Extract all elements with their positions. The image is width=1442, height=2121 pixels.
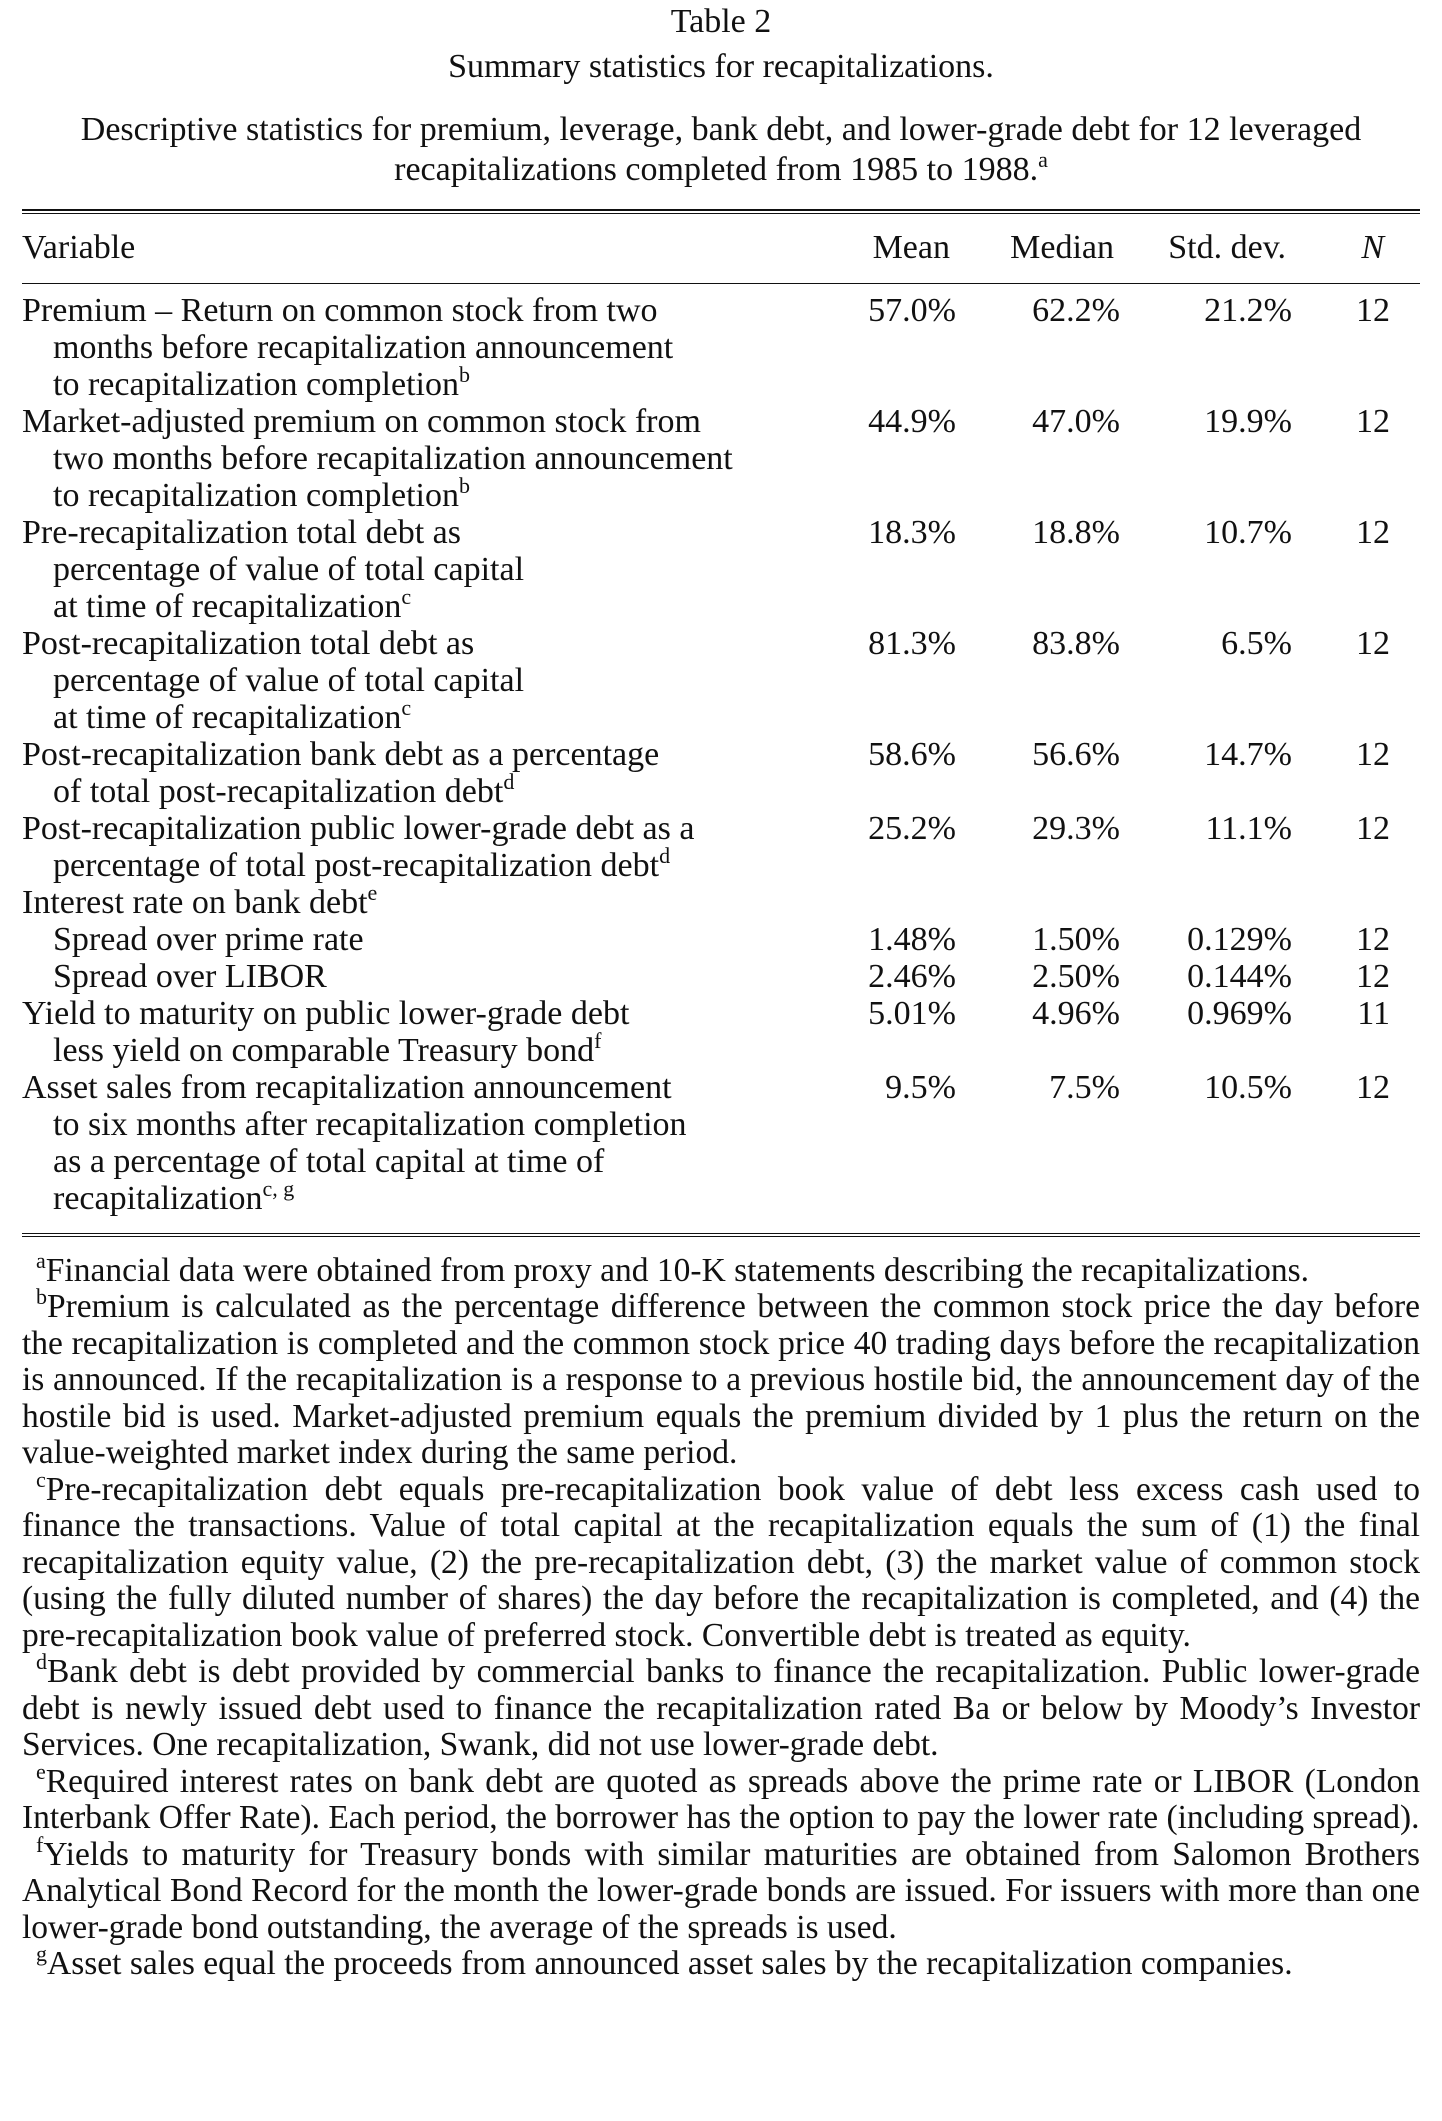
footnote: [22, 1466, 1420, 1655]
cell-mean: 1.48%: [868, 920, 956, 958]
variable-line: [22, 514, 812, 551]
cell-n: 12: [1356, 291, 1390, 329]
variable-line: [22, 625, 812, 662]
cell-mean: 44.9%: [868, 402, 956, 440]
cell-variable: [22, 879, 818, 921]
cell-std: 14.7%: [1204, 735, 1292, 773]
description-text: Descriptive statistics for premium, leverage, bank debt, and lower-grade debt for 12 leveraged recapitalizations completed from 1985 to 1988.: [80, 110, 1362, 189]
variable-line: [22, 694, 812, 736]
cell-median: 18.8%: [1032, 513, 1120, 551]
footnote-mark: g: [36, 1941, 47, 1967]
cell-median: 62.2%: [1032, 291, 1120, 329]
cell-std: 10.5%: [1204, 1068, 1292, 1106]
variable-line-text: Post-recapitalization total debt as: [22, 624, 475, 662]
cell-variable: [22, 514, 818, 625]
variable-line: [22, 921, 812, 958]
table-row: [22, 921, 1420, 958]
variable-line: [22, 440, 812, 477]
cell-mean: 2.46%: [868, 957, 956, 995]
variable-line-text: Post-recapitalization bank debt as a percentage: [22, 735, 660, 773]
variable-line: [22, 810, 812, 847]
cell-variable: [22, 1069, 818, 1217]
cell-std: 10.7%: [1204, 513, 1292, 551]
cell-n: 12: [1356, 513, 1390, 551]
variable-line-text: two months before recapitalization announcement: [53, 439, 733, 477]
cell-median: 47.0%: [1032, 402, 1120, 440]
variable-line: [22, 551, 812, 588]
header-mean: Mean: [872, 229, 950, 267]
cell-n: 12: [1356, 624, 1390, 662]
footnote: [22, 1247, 1420, 1290]
footnote-text: Bank debt is debt provided by commercial banks to finance the recapitalization. Public lower-grade debt is newly issued debt used to finance the recapitalization rated Ba or below by Moody’s Investor Services. One recapitalization, Swank, did not use lower-grade debt.: [22, 1653, 1420, 1764]
table-row: [22, 625, 1420, 736]
table-row: [22, 736, 1420, 810]
table-row: [22, 292, 1420, 403]
variable-line-text: percentage of value of total capital: [53, 550, 525, 588]
footnote-text: Financial data were obtained from proxy and 10-K statements describing the recapitalizations.: [45, 1251, 1310, 1289]
table-body: [22, 292, 1420, 1217]
cell-std: 19.9%: [1204, 402, 1292, 440]
footnote-mark: e: [36, 1758, 46, 1784]
cell-n: 12: [1356, 402, 1390, 440]
footnote-mark: a: [36, 1247, 46, 1273]
top-rule-inner: [22, 213, 1420, 214]
cell-median: 7.5%: [1049, 1068, 1120, 1106]
cell-mean: 25.2%: [868, 809, 956, 847]
cell-mean: 57.0%: [868, 291, 956, 329]
variable-line-text: to recapitalization completion: [53, 476, 459, 514]
variable-line: [22, 958, 812, 995]
cell-std: 11.1%: [1205, 809, 1292, 847]
cell-n: 12: [1356, 809, 1390, 847]
cell-median: 83.8%: [1032, 624, 1120, 662]
header-variable: Variable: [22, 229, 136, 267]
variable-line-text: Yield to maturity on public lower-grade debt: [22, 994, 630, 1032]
table-header-row: [22, 228, 1420, 269]
table-number: Table 2: [670, 3, 772, 40]
cell-variable: [22, 810, 818, 884]
table-row: [22, 958, 1420, 995]
variable-line: [22, 768, 812, 810]
cell-variable: [22, 958, 818, 995]
footnote-mark: b: [458, 361, 470, 387]
variable-line: [22, 879, 812, 921]
cell-mean: 58.6%: [868, 735, 956, 773]
variable-line: [22, 1175, 812, 1217]
variable-line-text: to recapitalization completion: [53, 365, 459, 403]
footnote-mark: c, g: [262, 1175, 295, 1201]
footnotes: [22, 1247, 1420, 1983]
footnote-mark: d: [503, 768, 515, 794]
bottom-rule: [22, 1233, 1420, 1234]
cell-std: 21.2%: [1204, 291, 1292, 329]
cell-median: 2.50%: [1032, 957, 1120, 995]
variable-line-text: to six months after recapitalization completion: [53, 1105, 687, 1143]
variable-line: [22, 1027, 812, 1069]
cell-mean: 18.3%: [868, 513, 956, 551]
footnote-mark: e: [367, 879, 378, 905]
cell-std: 0.129%: [1187, 920, 1292, 958]
cell-variable: [22, 625, 818, 736]
footnote-text: Pre-recapitalization debt equals pre-recapitalization book value of debt less excess cash used to finance the transactions. Value of total capital at the recapitalization equals the sum of (1) the final recapitalization equity value, (2) the pre-recapitalization debt, (3) the market value of common stock (using the fully diluted number of shares) the day before the recapitalization is completed, and (4) the pre-recapitalization book value of preferred stock. Convertible debt is treated as equity.: [22, 1470, 1420, 1654]
cell-std: 6.5%: [1221, 624, 1292, 662]
variable-line-text: percentage of value of total capital: [53, 661, 525, 699]
variable-line-text: Premium – Return on common stock from two: [22, 291, 658, 329]
cell-variable: [22, 292, 818, 403]
cell-median: 29.3%: [1032, 809, 1120, 847]
cell-mean: 81.3%: [868, 624, 956, 662]
footnote-mark: b: [458, 472, 470, 498]
variable-line: [22, 1106, 812, 1143]
variable-line: [22, 403, 812, 440]
cell-mean: 9.5%: [885, 1068, 956, 1106]
cell-std: 0.969%: [1187, 994, 1292, 1032]
header-rule: [22, 283, 1420, 284]
footnote-text: Required interest rates on bank debt are quoted as spreads above the prime rate or LIBOR (London Interbank Offer Rate). Each period, the borrower has the option to pay the lower rate (including spread).: [22, 1762, 1420, 1837]
cell-variable: [22, 995, 818, 1069]
description-footnote-mark: a: [1038, 147, 1048, 173]
variable-line: [22, 736, 812, 773]
variable-line-text: Spread over LIBOR: [53, 957, 327, 995]
cell-variable: [22, 403, 818, 514]
variable-line: [22, 995, 812, 1032]
header-n: [1286, 228, 1384, 269]
cell-median: 4.96%: [1032, 994, 1120, 1032]
header-std-dev: Std. dev.: [1168, 229, 1286, 267]
variable-line: [22, 662, 812, 699]
footnote-mark: d: [659, 842, 671, 868]
cell-n: 12: [1356, 957, 1390, 995]
top-rule: [22, 209, 1420, 211]
footnote: [22, 1758, 1420, 1837]
cell-variable: [22, 921, 818, 958]
variable-line-text: Post-recapitalization public lower-grade debt as a: [22, 809, 695, 847]
table-row: [22, 879, 1420, 921]
footnote: [22, 1649, 1420, 1764]
footnote-text: Premium is calculated as the percentage difference between the common stock price the day before the recapitalization is completed and the common stock price 40 trading days before the recapitalization is announced. If the recapitalization is a response to a previous hostile bid, the announcement day of the hostile bid is used. Market-adjusted premium equals the premium divided by 1 plus the return on the value-weighted market index during the same period.: [22, 1288, 1420, 1472]
footnote-mark: f: [594, 1027, 602, 1053]
variable-line-text: at time of recapitalization: [53, 698, 402, 736]
cell-n: 12: [1356, 920, 1390, 958]
variable-line-text: Interest rate on bank debt: [22, 883, 368, 921]
variable-line-text: months before recapitalization announcement: [53, 328, 674, 366]
variable-line-text: Pre-recapitalization total debt as: [22, 513, 461, 551]
table-row: [22, 995, 1420, 1069]
footnote: [22, 1284, 1420, 1472]
variable-line: [22, 583, 812, 625]
variable-line: [22, 1069, 812, 1106]
cell-mean: 5.01%: [868, 994, 956, 1032]
variable-line-text: Asset sales from recapitalization announcement: [22, 1068, 672, 1106]
table-row: [22, 810, 1420, 884]
variable-line: [22, 361, 812, 403]
table-description: [18, 110, 1424, 192]
footnote-mark: d: [36, 1649, 47, 1675]
footnote-text: Yields to maturity for Treasury bonds with similar maturities are obtained from Salomon Brothers Analytical Bond Record for the month the lower-grade bonds are issued. For issuers with more than one lower-grade bond outstanding, the average of the spreads is used.: [22, 1835, 1420, 1946]
variable-line-text: percentage of total post-recapitalization debt: [53, 846, 660, 884]
footnote-mark: f: [36, 1831, 44, 1857]
cell-n: 12: [1356, 735, 1390, 773]
table-caption: Summary statistics for recapitalizations.: [448, 47, 994, 85]
variable-line-text: Market-adjusted premium on common stock from: [22, 402, 701, 440]
variable-line-text: of total post-recapitalization debt: [53, 772, 504, 810]
variable-line: [22, 1143, 812, 1180]
header-median: Median: [1010, 229, 1114, 267]
variable-line: [22, 292, 812, 329]
variable-line: [22, 842, 812, 884]
cell-variable: [22, 736, 818, 810]
footnote-mark: b: [36, 1284, 47, 1310]
variable-line-text: at time of recapitalization: [53, 587, 402, 625]
variable-line: [22, 472, 812, 514]
cell-n: 11: [1357, 994, 1390, 1032]
footnote-mark: c: [36, 1466, 46, 1492]
footnote-text: Asset sales equal the proceeds from announced asset sales by the recapitalization companies.: [47, 1945, 1293, 1983]
variable-line: [22, 329, 812, 366]
document-page: [0, 2, 1442, 2121]
variable-line-text: Spread over prime rate: [53, 920, 364, 958]
cell-std: 0.144%: [1187, 957, 1292, 995]
cell-median: 1.50%: [1032, 920, 1120, 958]
cell-n: 12: [1356, 1068, 1390, 1106]
variable-line-text: recapitalization: [53, 1179, 263, 1217]
bottom-rule-inner: [22, 1236, 1420, 1237]
footnote: [22, 1831, 1420, 1947]
cell-median: 56.6%: [1032, 735, 1120, 773]
footnote-mark: c: [401, 583, 412, 609]
table-row: [22, 403, 1420, 514]
footnote-mark: c: [401, 694, 412, 720]
variable-line-text: as a percentage of total capital at time of: [53, 1142, 605, 1180]
variable-line-text: less yield on comparable Treasury bond: [53, 1031, 595, 1069]
table-row: [22, 514, 1420, 625]
table-row: [22, 1069, 1420, 1217]
header-n-label: N: [1361, 229, 1384, 267]
footnote: [22, 1941, 1420, 1983]
